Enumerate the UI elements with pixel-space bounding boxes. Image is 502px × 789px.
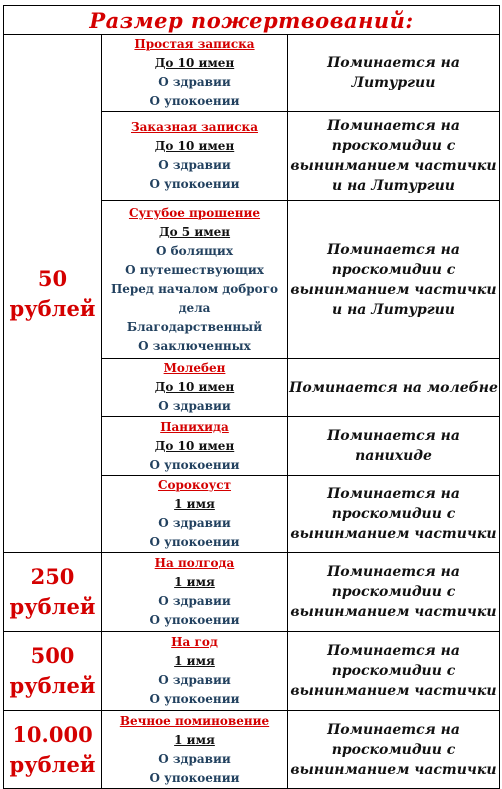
price-cell — [4, 632, 102, 711]
name-limit: 1 имя — [174, 732, 215, 747]
commemoration-description: Поминается на проскомидии с вынинманием частички — [288, 553, 500, 632]
price-cell — [4, 35, 102, 553]
service-option: О упокоении — [149, 535, 240, 549]
service-option: Перед началом доброго дела — [110, 281, 279, 315]
service-option: О болящих — [155, 243, 233, 258]
service-type-cell — [102, 711, 288, 789]
service-option: О здравии — [158, 594, 231, 608]
service-option: О здравии — [158, 158, 231, 172]
commemoration-description: Поминается на Литургии — [288, 35, 500, 112]
name-limit: 1 имя — [174, 497, 215, 511]
name-limit: До 10 имен — [154, 438, 235, 453]
price-currency: рублей — [9, 594, 96, 619]
service-option: О упокоении — [149, 94, 240, 108]
name-limit: До 10 имен — [154, 380, 235, 394]
name-limit: До 10 имен — [154, 56, 235, 70]
service-name: На год — [171, 635, 218, 649]
service-type-cell — [102, 553, 288, 632]
service-option: О путешествующих — [125, 262, 264, 277]
price-currency: рублей — [9, 751, 96, 777]
service-name: Заказная записка — [131, 120, 258, 134]
commemoration-description: Поминается на молебне — [288, 359, 500, 417]
service-option: О упокоении — [149, 613, 240, 627]
service-name: Сугубое прошение — [128, 205, 261, 220]
name-limit: До 10 имен — [154, 139, 235, 153]
name-limit: До 5 имен — [158, 224, 231, 239]
service-name: Молебен — [163, 361, 226, 375]
commemoration-description: Поминается на проскомидии с вынинманием частички и на Литургии — [288, 112, 500, 201]
price-amount: 500 — [30, 643, 75, 668]
service-name: Вечное поминовение — [119, 713, 270, 728]
commemoration-description: Поминается на проскомидии с вынинманием частички — [288, 632, 500, 711]
service-name: Панихида — [160, 419, 229, 434]
service-name: На полгода — [154, 556, 235, 570]
donation-row — [4, 35, 500, 112]
service-option: Благодарственный — [126, 319, 263, 334]
commemoration-description: Поминается на проскомидии с вынинманием частички — [288, 476, 500, 553]
donation-row — [4, 632, 500, 711]
service-option: О здравии — [158, 399, 231, 413]
price-currency: рублей — [9, 295, 96, 321]
name-limit: 1 имя — [174, 654, 215, 668]
name-limit: 1 имя — [174, 575, 215, 589]
page-title: Размер пожертвований: — [4, 6, 500, 35]
service-name: Сорокоуст — [157, 478, 232, 492]
service-option: О здравии — [158, 75, 231, 89]
donation-row — [4, 711, 500, 789]
service-type-cell — [102, 476, 288, 553]
service-option: О упокоении — [149, 692, 240, 706]
donation-row — [4, 553, 500, 632]
service-type-cell — [102, 417, 288, 476]
service-option: О заключенных — [138, 338, 251, 353]
donations-table-body — [4, 6, 500, 789]
service-type-cell — [102, 112, 288, 201]
service-option: О упокоении — [149, 770, 240, 785]
commemoration-description: Поминается на проскомидии с вынинманием частички — [288, 711, 500, 789]
service-name: Простая записка — [134, 37, 255, 51]
service-type-cell — [102, 201, 288, 359]
price-cell — [4, 553, 102, 632]
service-type-cell — [102, 632, 288, 711]
commemoration-description: Поминается на проскомидии с вынинманием частички и на Литургии — [288, 201, 500, 359]
service-option: О здравии — [158, 516, 231, 530]
service-option: О упокоении — [149, 177, 240, 191]
price-amount: 10.000 — [12, 721, 93, 747]
price-amount: 50 — [37, 265, 68, 291]
price-amount: 250 — [30, 564, 75, 589]
service-type-cell — [102, 35, 288, 112]
service-option: О упокоении — [149, 457, 240, 472]
service-type-cell — [102, 359, 288, 417]
price-currency: рублей — [9, 673, 96, 698]
commemoration-description: Поминается на панихиде — [288, 417, 500, 476]
service-option: О здравии — [158, 673, 231, 687]
donations-table — [3, 5, 500, 789]
price-cell — [4, 711, 102, 789]
title-row — [4, 6, 500, 35]
service-option: О здравии — [158, 751, 231, 766]
